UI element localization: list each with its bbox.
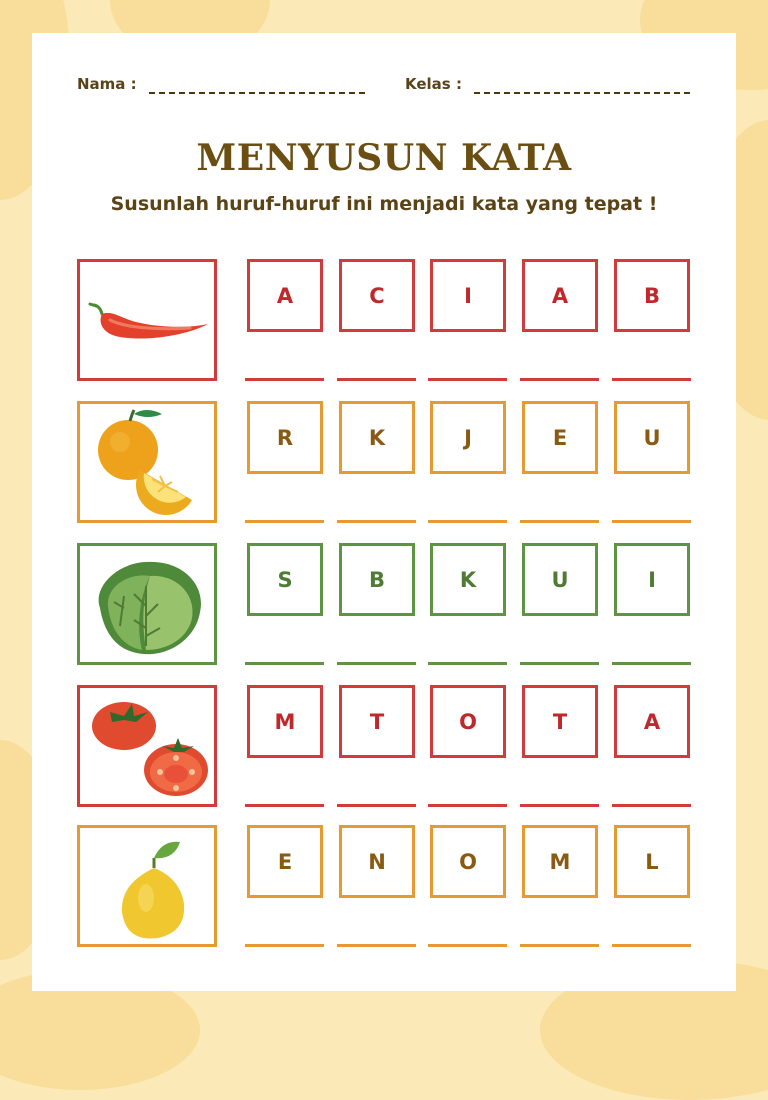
letter: U — [551, 567, 569, 592]
letter: A — [276, 283, 294, 308]
answer-line[interactable] — [428, 378, 507, 381]
letter: T — [552, 709, 568, 734]
answer-line[interactable] — [612, 378, 691, 381]
letter-tile — [247, 825, 323, 898]
letter-tile — [339, 259, 415, 332]
answer-line[interactable] — [428, 804, 507, 807]
answer-line[interactable] — [428, 662, 507, 665]
answer-line[interactable] — [612, 804, 691, 807]
answer-line[interactable] — [245, 944, 324, 947]
class-label: Kelas : — [405, 75, 462, 93]
picture-frame — [77, 825, 217, 947]
letter-tile — [522, 259, 598, 332]
letter: J — [464, 425, 472, 450]
letter-tile — [339, 401, 415, 474]
exercise-row — [32, 685, 736, 815]
tomato-icon — [80, 688, 214, 804]
letter: T — [369, 709, 385, 734]
answer-line[interactable] — [612, 662, 691, 665]
picture-frame — [77, 259, 217, 381]
letter: E — [277, 849, 293, 874]
letter-tile — [522, 401, 598, 474]
letter: M — [549, 849, 571, 874]
letter-tile — [614, 401, 690, 474]
exercise-row — [32, 259, 736, 389]
answer-line[interactable] — [337, 520, 416, 523]
letter: B — [368, 567, 385, 592]
letter: L — [645, 849, 659, 874]
letter-tile — [522, 825, 598, 898]
answer-line[interactable] — [245, 520, 324, 523]
letter: I — [464, 283, 472, 308]
letter-tile — [430, 825, 506, 898]
answer-line[interactable] — [520, 662, 599, 665]
letter-tile — [522, 543, 598, 616]
exercise-row — [32, 401, 736, 531]
letter-tile — [430, 543, 506, 616]
letter: A — [643, 709, 661, 734]
letter-tile — [339, 685, 415, 758]
exercise-row — [32, 825, 736, 955]
answer-line[interactable] — [612, 520, 691, 523]
page-title: MENYUSUN KATA — [196, 137, 572, 179]
letter: K — [459, 567, 477, 592]
picture-frame — [77, 685, 217, 807]
letter-tile — [339, 543, 415, 616]
answer-line[interactable] — [520, 520, 599, 523]
letter: E — [552, 425, 568, 450]
answer-line[interactable] — [428, 520, 507, 523]
lemon-icon — [80, 828, 214, 944]
answer-line[interactable] — [520, 804, 599, 807]
letter-tile — [247, 259, 323, 332]
letter: K — [368, 425, 386, 450]
chili-icon — [80, 262, 214, 378]
letter-tile — [614, 685, 690, 758]
letter-tile — [247, 685, 323, 758]
exercise-row — [32, 543, 736, 673]
name-field[interactable] — [149, 92, 365, 94]
letter-tile — [339, 825, 415, 898]
picture-frame — [77, 543, 217, 665]
cabbage-icon — [80, 546, 214, 662]
letter-tile — [430, 685, 506, 758]
class-field[interactable] — [474, 92, 690, 94]
picture-frame — [77, 401, 217, 523]
answer-line[interactable] — [337, 944, 416, 947]
letter: C — [369, 283, 385, 308]
letter-tile — [247, 543, 323, 616]
answer-line[interactable] — [245, 662, 324, 665]
answer-line[interactable] — [337, 378, 416, 381]
letter: U — [643, 425, 661, 450]
letter: S — [277, 567, 293, 592]
letter: O — [459, 709, 477, 734]
worksheet — [32, 33, 736, 991]
letter-tile — [614, 259, 690, 332]
letter-tile — [430, 401, 506, 474]
instruction-text: Susunlah huruf-huruf ini menjadi kata yang tepat ! — [110, 193, 658, 215]
letter-tile — [522, 685, 598, 758]
answer-line[interactable] — [612, 944, 691, 947]
letter: N — [368, 849, 386, 874]
letter: A — [551, 283, 569, 308]
letter-tile — [614, 543, 690, 616]
orange-icon — [80, 404, 214, 520]
letter: R — [276, 425, 294, 450]
letter-tile — [247, 401, 323, 474]
letter-tile — [430, 259, 506, 332]
letter: I — [648, 567, 656, 592]
letter: O — [459, 849, 477, 874]
answer-line[interactable] — [337, 662, 416, 665]
answer-line[interactable] — [428, 944, 507, 947]
name-label: Nama : — [77, 75, 137, 93]
answer-line[interactable] — [337, 804, 416, 807]
letter: B — [643, 283, 660, 308]
answer-line[interactable] — [520, 944, 599, 947]
letter-tile — [614, 825, 690, 898]
letter: M — [274, 709, 296, 734]
answer-line[interactable] — [520, 378, 599, 381]
answer-line[interactable] — [245, 378, 324, 381]
answer-line[interactable] — [245, 804, 324, 807]
